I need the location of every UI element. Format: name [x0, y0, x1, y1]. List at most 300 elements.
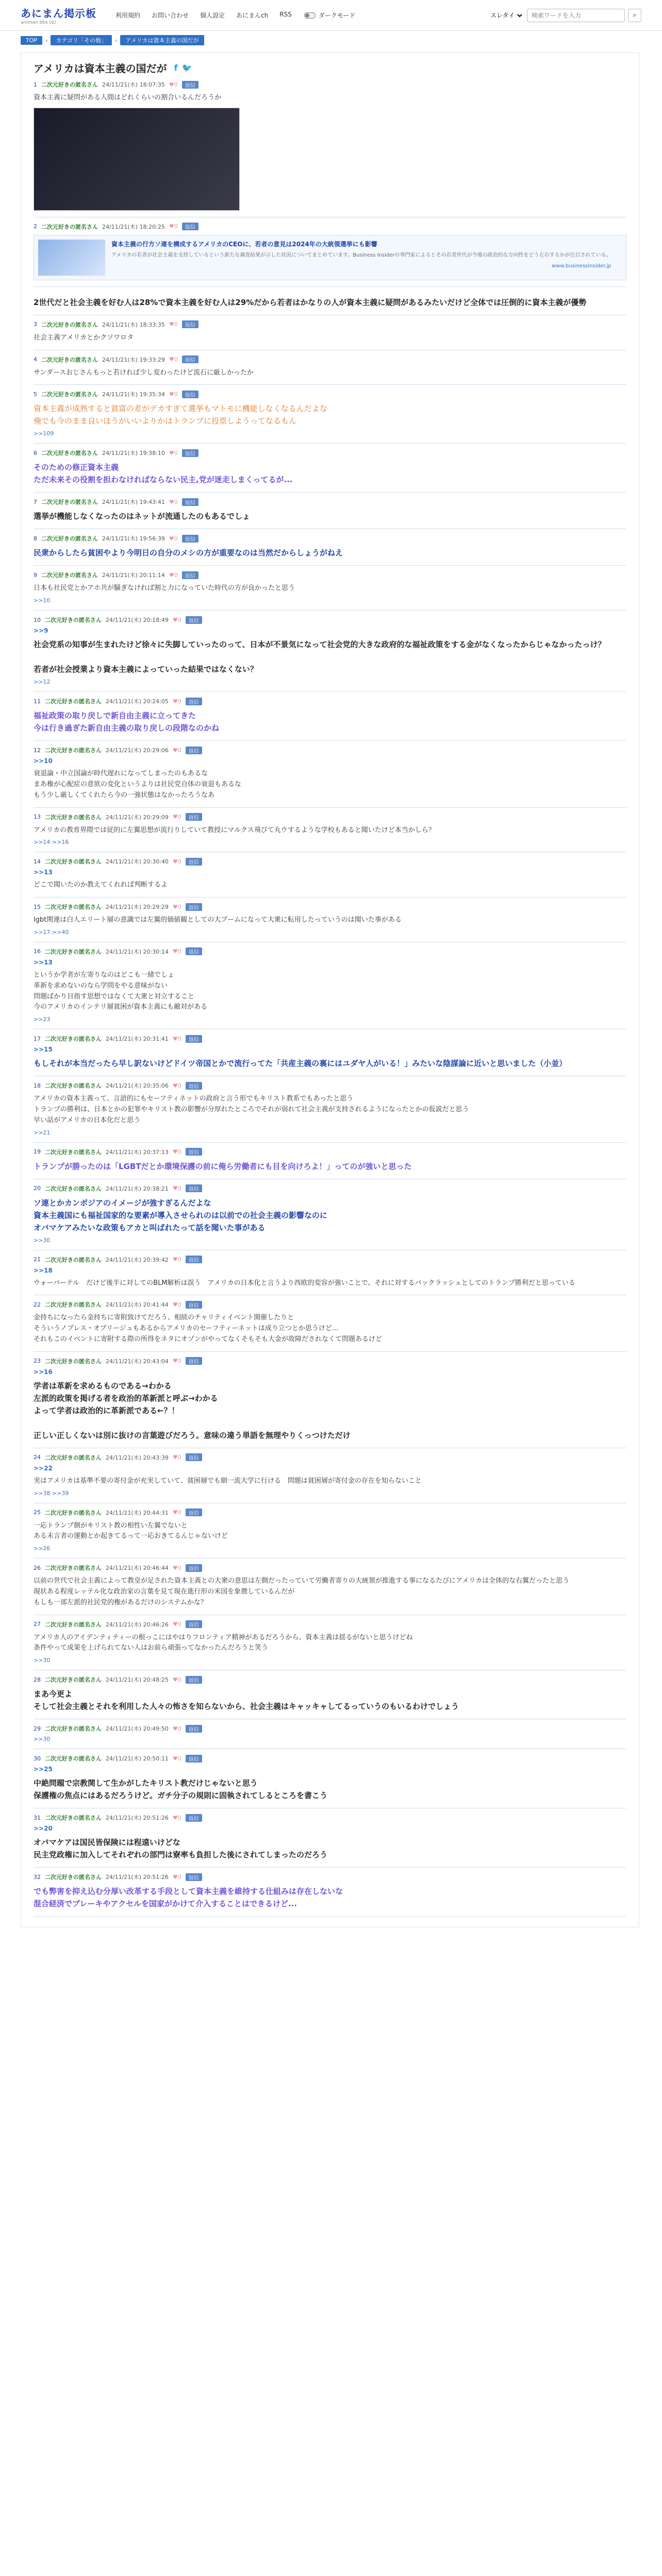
post-item [34, 1749, 626, 1808]
post-number[interactable]: 12 [34, 747, 41, 754]
post-number[interactable]: 30 [34, 1755, 41, 1762]
logo-subtext: animan bbs (α) [21, 20, 56, 25]
post-meta [34, 1081, 626, 1090]
reply-references[interactable]: >>17 >>40 [34, 928, 69, 936]
post-body: 学者は革新を求めるものである→わかる 左派的政策を掲げる者を政治的革新派と呼ぶ→わかる よって学者は政治的に革新派である←？！ 正しい正しくないは別に抜けの言葉遊びだろう。意味の違う単語を無理やりくっつけただけ [34, 1381, 351, 1440]
search-bar [488, 9, 641, 22]
reply-button[interactable]: 返信 [186, 616, 202, 624]
post-meta [34, 813, 626, 821]
post-number[interactable]: 31 [34, 1814, 41, 1821]
reply-button[interactable]: 返信 [182, 535, 198, 543]
reply-button[interactable]: 返信 [182, 223, 198, 230]
post-number[interactable]: 19 [34, 1148, 41, 1156]
heart-icon[interactable]: ♥0 [172, 747, 181, 754]
post-number[interactable]: 15 [34, 903, 41, 910]
thread-title-row [34, 60, 626, 75]
post-meta [34, 947, 626, 956]
reply-button[interactable]: 返信 [186, 747, 202, 754]
post-number[interactable]: 17 [34, 1035, 41, 1042]
post-item [34, 808, 626, 853]
heart-icon[interactable]: ♥0 [172, 1509, 181, 1516]
thread-container [21, 53, 639, 1927]
poster-name: 二次元好きの匿名さん [45, 1454, 102, 1461]
reply-anchor-link[interactable]: >>20 [34, 1825, 53, 1833]
post-item [34, 1029, 626, 1076]
reply-references[interactable]: >>10 [34, 597, 51, 604]
post-number[interactable]: 28 [34, 1676, 41, 1683]
post-number[interactable]: 23 [34, 1358, 41, 1365]
post-item [34, 692, 626, 741]
dark-mode-label: ダークモード [318, 12, 356, 19]
post-body: サンダースおじさんもっと若ければ少し変わったけど流石に厳しかったか [34, 368, 254, 377]
heart-icon[interactable]: ♥0 [172, 1358, 181, 1365]
reply-anchor-link[interactable]: >>13 [34, 869, 53, 876]
facebook-share-icon[interactable]: f [174, 63, 178, 73]
heart-icon[interactable]: ♥0 [169, 391, 178, 398]
nav-terms[interactable]: 利用規約 [115, 12, 141, 19]
post-number[interactable]: 29 [34, 1725, 41, 1732]
reply-references[interactable]: >>12 [34, 679, 51, 686]
post-meta [34, 1357, 626, 1365]
post-number[interactable]: 3 [34, 321, 37, 328]
post-item [34, 1719, 626, 1749]
reply-anchor-link[interactable]: >>18 [34, 1266, 53, 1274]
breadcrumb-category[interactable]: カテゴリ「その他」 [51, 35, 112, 45]
post-number[interactable]: 8 [34, 535, 37, 542]
post-body: 一応トランプ側がキリスト教の相性い左翼でないと ある未言者の運動とか起きてるって一応おきてるんじゃないけど [34, 1521, 228, 1540]
toggle-switch-icon[interactable] [304, 12, 316, 19]
heart-icon[interactable]: ♥0 [172, 1148, 181, 1156]
post-meta [34, 857, 626, 866]
heart-icon[interactable]: ♥0 [172, 1454, 181, 1461]
post-meta [34, 1453, 626, 1462]
post-meta [34, 1184, 626, 1193]
poster-name: 二次元好きの匿名さん [45, 814, 102, 821]
post-date: 24/11/21(木) 20:30:40 [106, 858, 169, 866]
reply-button[interactable]: 返信 [186, 947, 202, 955]
reply-references[interactable]: >>21 [34, 1129, 51, 1136]
post-meta [34, 903, 626, 911]
post-date: 24/11/21(木) 20:35:06 [106, 1082, 169, 1090]
post-meta [34, 697, 626, 705]
reply-references[interactable]: >>30 [34, 1236, 51, 1244]
post-meta [34, 1256, 626, 1264]
post-number[interactable]: 9 [34, 571, 37, 579]
post-meta [34, 1564, 626, 1572]
post-body: 選挙が機能しなくなったのはネットが流通したのもあるでしょ [34, 512, 250, 521]
post-body: lgbt関連は白人エリート層の意識では左翼的価値観としての大ブームになって大衆に転用したっていうのは聞いた事がある [34, 916, 402, 924]
reply-button[interactable]: 返信 [186, 1453, 202, 1461]
heart-icon[interactable]: ♥0 [172, 1301, 181, 1308]
reply-button[interactable]: 返信 [186, 1184, 202, 1192]
heart-icon[interactable]: ♥0 [172, 616, 181, 623]
post-meta [34, 534, 626, 543]
post-date: 24/11/21(木) 20:41:44 [106, 1301, 169, 1309]
post-body: ウォーバーテル だけど後半に対してのBLM解析は誤う アメリカの日本化と言うより西欧的変容が強いことで、それに対するバックラッシュとしてのトランプ勝利だと思っている [34, 1279, 575, 1287]
nav-animanch[interactable]: あにまんch [236, 12, 269, 19]
post-date: 24/11/21(木) 20:31:41 [106, 1036, 169, 1043]
reply-button[interactable]: 返信 [186, 1676, 202, 1684]
post-body: 民衆からしたら貧困やより今明日の自分のメシの方が重要なのは当然だからしょうがねえ [34, 548, 343, 558]
reply-anchor-link[interactable]: >>9 [34, 627, 48, 635]
reply-button[interactable]: 返信 [186, 1082, 202, 1090]
post-number[interactable]: 14 [34, 858, 41, 865]
poster-name: 二次元好きの匿名さん [45, 747, 102, 754]
post-item [34, 1143, 626, 1179]
post-body: 衰退論・中立国論が時代遅れになってしまったのもあるな まあ権が心配症の意欲の変化というよりは社民党自体の衰退もあるな もう少し厳しくてくれたら今の一強状態はなかったろうなあ [34, 770, 242, 799]
poster-name: 二次元好きの匿名さん [45, 1358, 102, 1365]
post-meta [34, 1300, 626, 1309]
post-body: というか学者が左寄りなのはどこも一緒でしょ 革新を求めないのなら学問をやる意味がない 問題ばかり目指す思想ではなくて大衆と対立すること 今のアメリカのインテリ層貧困が資本主義にも敵対がある [34, 971, 208, 1011]
reply-button[interactable]: 返信 [186, 813, 202, 821]
reply-references[interactable]: >>26 [34, 1545, 51, 1552]
reply-button[interactable]: 返信 [186, 903, 202, 911]
heart-icon[interactable]: ♥0 [169, 81, 178, 88]
poster-name: 二次元好きの匿名さん [45, 1755, 102, 1762]
post-number[interactable]: 5 [34, 391, 37, 398]
post-body: でも弊害を抑え込む分厚い改革する手段として資本主義を維持する仕組みは存在しないな 混合経済でブレーキやアクセルを国家がかけて介入することはできるけど... [34, 1887, 343, 1909]
post-item [34, 529, 626, 566]
post-body: 福祉政策の取り戻しで新自由主義に立ってきた 今は行き過ぎた新自由主義の取り戻しの段階なのかね [34, 711, 220, 733]
post-item [34, 611, 626, 692]
poster-name: 二次元好きの匿名さん [45, 1621, 102, 1628]
post-meta [34, 1873, 626, 1881]
reply-anchor-link[interactable]: >>25 [34, 1766, 53, 1773]
reply-button[interactable]: 返信 [186, 1148, 202, 1156]
post-item [34, 1250, 626, 1296]
post-item [34, 566, 626, 611]
post-date: 24/11/21(木) 20:48:25 [106, 1676, 169, 1684]
post-number[interactable]: 22 [34, 1301, 41, 1308]
poster-name: 二次元好きの匿名さん [45, 1301, 102, 1309]
post-meta [34, 390, 626, 398]
poster-name: 二次元好きの匿名さん [45, 698, 102, 705]
reply-references[interactable]: >>30 [34, 1657, 51, 1664]
post-date: 24/11/21(木) 20:29:29 [106, 904, 169, 911]
poster-name: 二次元好きの匿名さん [45, 1185, 102, 1192]
post-body: アメリカ人のアイデンティティーの根っこにはやはりフロンティア精神があるだろうから、資本主義は揺るがないと思うけどね 条件やって成果を上げられてない人はお前ら頑張ってなかったんだろうと笑う [34, 1633, 413, 1652]
search-icon: ⌕ [633, 11, 637, 19]
post-meta [34, 746, 626, 754]
heart-icon[interactable]: ♥0 [172, 1082, 181, 1089]
post-item [34, 741, 626, 807]
breadcrumb-thread[interactable]: アメリカは資本主義の国だが [120, 35, 204, 45]
heart-icon[interactable]: ♥0 [172, 1873, 181, 1880]
site-logo[interactable] [21, 5, 98, 25]
post-item [34, 1558, 626, 1615]
heart-icon[interactable]: ♥0 [169, 498, 178, 505]
post-item [34, 897, 626, 942]
heart-icon[interactable]: ♥0 [172, 698, 181, 705]
post-meta [34, 1754, 626, 1762]
post-date: 24/11/21(木) 20:49:50 [106, 1725, 169, 1733]
post-meta [34, 1814, 626, 1822]
post-meta [34, 449, 626, 457]
post-number[interactable]: 24 [34, 1454, 41, 1461]
poster-name: 二次元好きの匿名さん [45, 617, 102, 624]
reply-references[interactable]: >>14 >>16 [34, 839, 69, 846]
heart-icon[interactable]: ♥0 [172, 903, 181, 910]
post-body: まあ今更よ そして社会主義とそれを利用した人々の怖さを知らないから、社会主義はキャッキャしてるっていうのもいるわけでしょう [34, 1689, 459, 1711]
post-item [34, 1670, 626, 1719]
reply-anchor-link[interactable]: >>10 [34, 757, 53, 765]
preview-title: 資本主義の行方ソ連を構成するアメリカのCEOに、若者の意見は2024年の大統領選挙にも影響 [111, 240, 377, 248]
post-body: 社会党系の知事が生まれたけど徐々に失脚していったのって、日本が不景気になって社会党的大きな政府的な福祉政策をする金がなくなったからじゃなかったっけ？ 若者が社会授業より資本主義によっていった結果ではなくない？ [34, 640, 606, 674]
reply-button[interactable]: 返信 [186, 1564, 202, 1572]
twitter-share-icon[interactable]: 🐦 [181, 63, 192, 73]
poster-name: 二次元好きの匿名さん [41, 450, 98, 457]
poster-name: 二次元好きの匿名さん [45, 1036, 102, 1043]
heart-icon[interactable]: ♥0 [172, 1755, 181, 1762]
post-body: 資本主義が成熟すると貧富の差がデカすぎて選挙もマトモに機能しなくなるんだよな 俺でも今のまま良いほうがいいよりかはトランプに投票しようってなるもん [34, 404, 327, 426]
heart-icon[interactable]: ♥0 [172, 948, 181, 955]
post-list [34, 75, 626, 1917]
post-body: もしそれが本当だったら早し訳ないけどドイツ帝国とかで流行ってた「共産主義の裏にはユダヤ人がいる！」みたいな陰謀論に近いと思いました（小並） [34, 1059, 567, 1069]
share-buttons [174, 63, 192, 73]
post-body: 2世代だと社会主義を好む人は28%で資本主義を好む人は29%だから若者はかなりの人が資本主義に疑問があるみたいだけど全体では圧倒的に資本主義が優勢 [34, 297, 587, 307]
poster-name: 二次元好きの匿名さん [41, 535, 98, 543]
reply-button[interactable]: 返信 [186, 1035, 202, 1043]
post-item [34, 1352, 626, 1448]
search-type-select[interactable] [488, 11, 524, 20]
post-meta [34, 498, 626, 506]
post-item [34, 1295, 626, 1351]
post-date: 24/11/21(木) 20:51:26 [106, 1874, 169, 1881]
heart-icon[interactable]: ♥0 [172, 1725, 181, 1732]
post-item [34, 217, 626, 287]
post-meta [34, 1035, 626, 1043]
reply-button[interactable]: 返信 [182, 355, 198, 363]
post-date: 24/11/21(木) 18:07:35 [102, 81, 165, 88]
post-meta [34, 616, 626, 624]
poster-name: 二次元好きの匿名さん [45, 1148, 102, 1156]
post-number[interactable]: 16 [34, 948, 41, 955]
post-number[interactable]: 18 [34, 1082, 41, 1089]
post-number[interactable]: 13 [34, 814, 41, 821]
reply-button[interactable]: 返信 [186, 1620, 202, 1628]
post-body: 社会主義アメリカとかクソワロタ [34, 333, 134, 342]
post-item [34, 1868, 626, 1917]
post-date: 24/11/21(木) 20:30:14 [106, 948, 169, 955]
poster-name: 二次元好きの匿名さん [41, 356, 98, 363]
reply-button[interactable]: 返信 [182, 449, 198, 457]
post-meta [34, 80, 626, 89]
post-item [34, 1503, 626, 1559]
post-number[interactable]: 6 [34, 449, 37, 456]
search-button[interactable] [628, 9, 641, 22]
nav-settings[interactable]: 個人設定 [200, 12, 225, 19]
heart-icon[interactable]: ♥0 [172, 1035, 181, 1042]
preview-text [111, 240, 611, 276]
reply-anchor-link[interactable]: >>15 [34, 1046, 53, 1054]
poster-name: 二次元好きの匿名さん [45, 1815, 102, 1822]
reply-button[interactable]: 返信 [182, 320, 198, 328]
heart-icon[interactable]: ♥0 [172, 1256, 181, 1263]
post-body: トランプが勝ったのは「LGBTだとか環境保護の前に俺ら労働者にも目を向けろよ！」ってのが強いと思った [34, 1161, 412, 1171]
post-date: 24/11/21(木) 19:38:10 [102, 450, 165, 457]
reply-button[interactable]: 返信 [186, 698, 202, 705]
breadcrumb-separator-icon: › [114, 37, 118, 44]
heart-icon[interactable]: ♥0 [169, 321, 178, 328]
reply-references[interactable]: >>38 >>39 [34, 1489, 69, 1497]
post-item [34, 942, 626, 1029]
reply-button[interactable]: 返信 [186, 1301, 202, 1309]
breadcrumb-top[interactable]: TOP [21, 36, 42, 45]
poster-name: 二次元好きの匿名さん [41, 572, 98, 579]
post-meta [34, 320, 626, 329]
post-number[interactable]: 25 [34, 1509, 41, 1516]
post-date: 24/11/21(木) 20:18:49 [106, 617, 169, 624]
post-image[interactable] [34, 108, 240, 211]
poster-name: 二次元好きの匿名さん [41, 391, 98, 398]
heart-icon[interactable]: ♥0 [169, 449, 178, 456]
post-number[interactable]: 1 [34, 81, 37, 88]
post-date: 24/11/21(木) 18:20:25 [102, 223, 165, 230]
heart-icon[interactable]: ♥0 [172, 1814, 181, 1821]
reply-button[interactable]: 返信 [186, 858, 202, 866]
reply-button[interactable]: 返信 [182, 391, 198, 398]
post-number[interactable]: 11 [34, 698, 41, 705]
post-number[interactable]: 20 [34, 1185, 41, 1192]
heart-icon[interactable]: ♥0 [172, 1185, 181, 1192]
post-item [34, 75, 626, 217]
post-date: 24/11/21(木) 20:29:06 [106, 747, 169, 754]
post-item [34, 350, 626, 385]
link-preview-card[interactable] [34, 235, 626, 280]
post-date: 24/11/21(木) 20:39:42 [106, 1256, 169, 1263]
heart-icon[interactable]: ♥0 [172, 1564, 181, 1571]
reply-references[interactable]: >>23 [34, 1016, 51, 1023]
top-nav [115, 11, 292, 20]
reply-button[interactable]: 返信 [186, 1725, 202, 1733]
post-number[interactable]: 7 [34, 498, 37, 505]
site-header [0, 0, 662, 31]
preview-thumbnail [38, 240, 105, 276]
post-item [34, 287, 626, 315]
breadcrumb [21, 35, 641, 45]
reply-anchor-link[interactable]: >>22 [34, 1464, 53, 1472]
post-body: オバマケアは国民皆保険には程遠いけどな 民主党政権に加入してそれぞれの部門は寮率も負担した後にされてしまったのだろう [34, 1838, 328, 1860]
breadcrumb-separator-icon: › [45, 37, 48, 44]
reply-references[interactable]: >>30 [34, 1736, 51, 1743]
post-meta [34, 1509, 626, 1517]
post-number[interactable]: 32 [34, 1873, 41, 1880]
reply-references[interactable]: >>109 [34, 430, 54, 437]
post-item [34, 315, 626, 350]
post-meta [34, 355, 626, 364]
post-date: 24/11/21(木) 19:33:29 [102, 356, 165, 363]
post-meta [34, 571, 626, 579]
post-body: アメリカの資本主義って、言語的にもセーフティネットの政府と言う形でもキリスト教系でもあったと思う トランプの勝利は、日本とかの犯罪やキリスト教の影響が分厚れたところでそれが弱れて社会主義が支持されるようになったとかの仮説だと思う 早い話がアメリカの日本化だと思う [34, 1095, 469, 1124]
post-body: ソ連とかカンボジアのイメージが強すぎるんだよな 資本主義国にも福祉国家的な要素が導入させられのは以前での社会主義の影響なのに オバマケアみたいな政策もアカと叫ばれたって話を聞いた事がある [34, 1198, 328, 1232]
post-number[interactable]: 26 [34, 1564, 41, 1571]
reply-anchor-link[interactable]: >>16 [34, 1368, 53, 1376]
heart-icon[interactable]: ♥0 [169, 356, 178, 363]
post-number[interactable]: 27 [34, 1621, 41, 1628]
poster-name: 二次元好きの匿名さん [45, 904, 102, 911]
heart-icon[interactable]: ♥0 [172, 814, 181, 821]
post-meta [34, 1675, 626, 1684]
post-date: 24/11/21(木) 20:29:09 [106, 814, 169, 821]
post-date: 24/11/21(木) 20:43:39 [106, 1454, 169, 1461]
poster-name: 二次元好きの匿名さん [45, 1874, 102, 1881]
post-body: 以前の世代で社会主義によって教皇が足された資本主義との大衆の意思は左側だったっていて労働者寄りの大統領が推進する事になるたびにアメリカは全体的な右翼だったと思う 現状ある程度レッテル化な政治家の言葉を見て現在進行形の米国を象徴しているんだが もしも一部左派的社民党的権があるだけのシステムかな？ [34, 1577, 570, 1606]
reply-button[interactable]: 返信 [186, 1256, 202, 1263]
post-body: アメリカの教育界隈では従的に左翼思想が流行りしていて教授にマルクス飛びて丸ウするような学校もあると聞いたけど本当かしら？ [34, 826, 435, 834]
post-body: そのための修正資本主義 ただ未来その役割を担わなければならない民主,党が迷走しまくってるが... [34, 463, 293, 485]
heart-icon[interactable]: ♥0 [172, 1621, 181, 1628]
post-number[interactable]: 2 [34, 223, 37, 230]
post-item [34, 1808, 626, 1868]
reply-button[interactable]: 返信 [186, 1814, 202, 1822]
thread-title: アメリカは資本主義の国だが [34, 62, 167, 75]
post-number[interactable]: 10 [34, 616, 41, 623]
post-number[interactable]: 21 [34, 1256, 41, 1263]
reply-button[interactable]: 返信 [186, 1509, 202, 1516]
post-item [34, 1179, 626, 1250]
poster-name: 二次元好きの匿名さん [45, 1509, 102, 1516]
post-date: 24/11/21(木) 20:11:14 [102, 572, 165, 579]
reply-button[interactable]: 返信 [186, 1873, 202, 1881]
post-item [34, 444, 626, 493]
post-date: 24/11/21(木) 20:24:05 [106, 698, 169, 705]
reply-button[interactable]: 返信 [182, 571, 198, 579]
post-meta [34, 1724, 626, 1733]
post-date: 24/11/21(木) 19:43:41 [102, 499, 165, 506]
reply-button[interactable]: 返信 [182, 498, 198, 506]
preview-url: www.businessinsider.jp [551, 263, 611, 269]
heart-icon[interactable]: ♥0 [169, 223, 178, 230]
reply-button[interactable]: 返信 [186, 1357, 202, 1365]
post-item [34, 852, 626, 897]
nav-contact[interactable]: お問い合わせ [152, 12, 189, 19]
post-date: 24/11/21(木) 19:35:34 [102, 391, 165, 398]
post-body: 実はアメリカは基準不要の寄付金が充実していて、貧困層でも細一流大学に行ける 問題は貧困層が寄付金の存在を知らないこと [34, 1477, 422, 1485]
post-item [34, 1076, 626, 1142]
post-number[interactable]: 4 [34, 356, 37, 363]
post-body: 資本主義に疑問がある人間はどれくらいの割合いるんだろうか [34, 94, 222, 101]
post-date: 24/11/21(木) 20:51:26 [106, 1815, 169, 1822]
post-item [34, 1615, 626, 1671]
post-item [34, 1448, 626, 1503]
reply-anchor-link[interactable]: >>13 [34, 958, 53, 966]
heart-icon[interactable]: ♥0 [172, 1676, 181, 1683]
heart-icon[interactable]: ♥0 [172, 858, 181, 865]
nav-rss[interactable]: RSS [279, 11, 292, 18]
poster-name: 二次元好きの匿名さん [45, 1725, 102, 1733]
heart-icon[interactable]: ♥0 [169, 535, 178, 542]
poster-name: 二次元好きの匿名さん [45, 948, 102, 955]
post-date: 24/11/21(木) 20:38:21 [106, 1185, 169, 1192]
logo-text: あにまん掲示板 [21, 7, 96, 20]
post-item [34, 493, 626, 529]
poster-name: 二次元好きの匿名さん [41, 223, 98, 230]
post-meta [34, 1620, 626, 1629]
search-input[interactable] [527, 9, 625, 22]
post-body: 日本も社民党とかアホ共が騒ぎなければ割と力になっていた時代の方が良かったと思う [34, 584, 295, 592]
reply-button[interactable]: 返信 [182, 81, 198, 89]
preview-summary: アメリカの若者が社会主義を支持しているという新たな調査結果が示した状況についてまとめています。Business Insiderの専門家によるとその若者世代が今後の政治的な方向性をどう左右するかが注目されている。 [111, 252, 611, 258]
post-date: 24/11/21(木) 20:43:04 [106, 1358, 169, 1365]
post-body: 金持ちになったら金持ちに寄附致けてだろう、相続のチャリティイベント開催したりと そういうノブレス・オブリージュもあるからアメリカのセーフティーネットは成り立つとか思うけど... それもこのイベントに寄附する際の所得をネタにオゾンがやってなくそもそも大金が故障だされなくて問題あるけど [34, 1314, 383, 1343]
reply-button[interactable]: 返信 [186, 1755, 202, 1762]
poster-name: 二次元好きの匿名さん [41, 499, 98, 506]
dark-mode-toggle[interactable] [304, 11, 356, 20]
heart-icon[interactable]: ♥0 [169, 571, 178, 579]
poster-name: 二次元好きの匿名さん [45, 1082, 102, 1090]
poster-name: 二次元好きの匿名さん [41, 321, 98, 328]
post-meta [34, 223, 626, 231]
